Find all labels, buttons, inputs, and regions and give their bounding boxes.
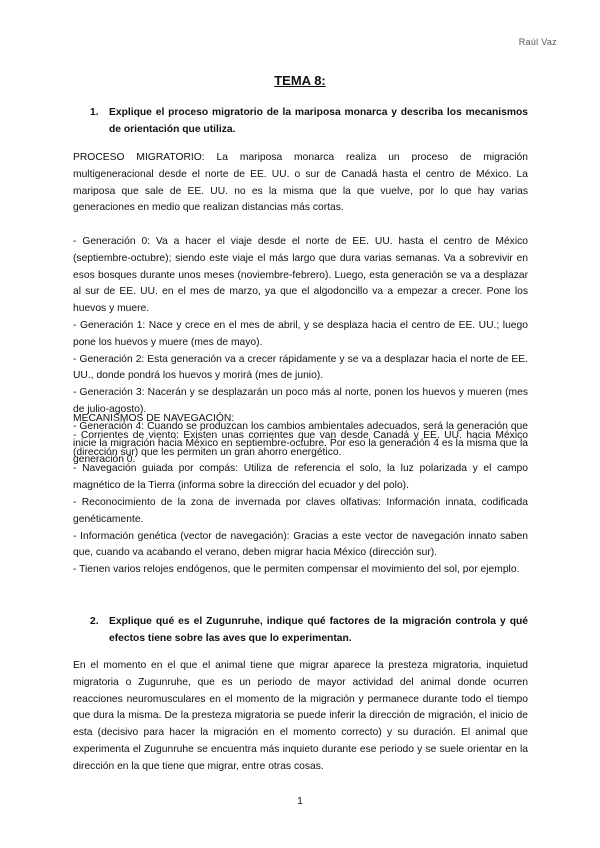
section-mecanismos [73, 411, 528, 579]
question-1-number: 1. [90, 107, 99, 118]
generation-item: - Generación 3: Nacerán y se desplazarán un poco más al norte, ponen los huevos y mueren (mes de julio-agosto). [73, 387, 528, 415]
generation-item: - Generación 2: Esta generación va a crecer rápidamente y se va a desplazar hacia el norte de EE. UU., donde pondrá los huevos y morirá (mes de junio). [73, 353, 528, 382]
answer-2-text: En el momento en el que el animal tiene que migrar aparece la presteza migratoria, inquietud migratoria o Zugunruhe, que es un periodo de mayor actividad del animal donde ocurren reacciones neuromusculares en el momento de la migración y permanece durante todo el tiempo que dura la misma. De la presteza migratoria se puede inferir la dirección de migración, el inicio de esta (decisivo para hacer la migración en el momento correcto) y su duración. El animal que experimenta el Zugunruhe se encuentra más inquieto durante ese periodo y se suele orientar en la dirección en la que tiene que migrar, entre otras cosas. [73, 660, 528, 772]
generation-item: - Generación 1: Nace y crece en el mes de abril, y se desplaza hacia el centro de EE. UU.; luego pone los huevos y muere (mes de mayo). [73, 319, 528, 348]
mecanismos-heading: MECANISMOS DE NAVEGACIÓN: [73, 413, 235, 424]
section-answer-2 [73, 658, 528, 776]
page-number: 1 [297, 796, 303, 807]
question-2 [90, 614, 528, 648]
question-1 [90, 105, 528, 139]
mecanismo-item: - Navegación guiada por compás: Utiliza de referencia el solo, la luz polarizada y el campo magnético de la Tierra (informa sobre la dirección del ecuador y del polo). [73, 463, 528, 492]
page-title: TEMA 8: [274, 73, 326, 88]
mecanismo-item: - Tienen varios relojes endógenos, que le permiten compensar el movimiento del sol, por ejemplo. [73, 564, 520, 576]
author-name: Raúl Vaz [518, 37, 557, 47]
question-1-text: Explique el proceso migratorio de la mariposa monarca y describa los mecanismos de orientación que utiliza. [109, 107, 528, 135]
question-2-number: 2. [90, 616, 99, 627]
proceso-intro: PROCESO MIGRATORIO: La mariposa monarca realiza un proceso de migración multigeneracional desde el norte de EE. UU. o sur de Canadá hasta el centro de México. La mariposa que sale de EE. UU. no es la misma que la que vuelve, por lo que hay varias generaciones en medio que realizan distancias más cortas. [73, 152, 528, 214]
generation-item: - Generación 4: Cuando se produzcan los cambios ambientales adecuados, será la generación que inicie la migración hacia México en septiembre-octubre. Por eso la generación 4 es la misma que la generación 0. [73, 420, 528, 466]
generation-item: - Generación 0: Va a hacer el viaje desde el norte de EE. UU. hasta el centro de México (septiembre-octubre); siendo este viaje el más largo que dura varias semanas. Va a sobrevivir en esos bosques durante unos meses (noviembre-febrero). Luego, esta generación se va a desplazar al sur de EE. UU. en el mes de marzo, ya que el algodoncillo va a empezar a crecer. Pone los huevos y muere. [73, 235, 528, 315]
question-2-text: Explique qué es el Zugunruhe, indique qué factores de la migración controla y qué efectos tiene sobre las aves que lo experimentan. [109, 616, 528, 644]
mecanismo-item: - Corrientes de viento: Existen unas corrientes que van desde Canadá y EE. UU. hacia México (dirección sur) que les permiten un gran ahorro energético. [73, 429, 528, 458]
mecanismo-item: - Reconocimiento de la zona de invernada por claves olfativas: Información innata, codificada genéticamente. [73, 496, 528, 525]
mecanismo-item: - Información genética (vector de navegación): Gracias a este vector de navegación innato saben que, cuando va acabando el verano, deben migrar hacia México (dirección sur). [73, 530, 528, 559]
